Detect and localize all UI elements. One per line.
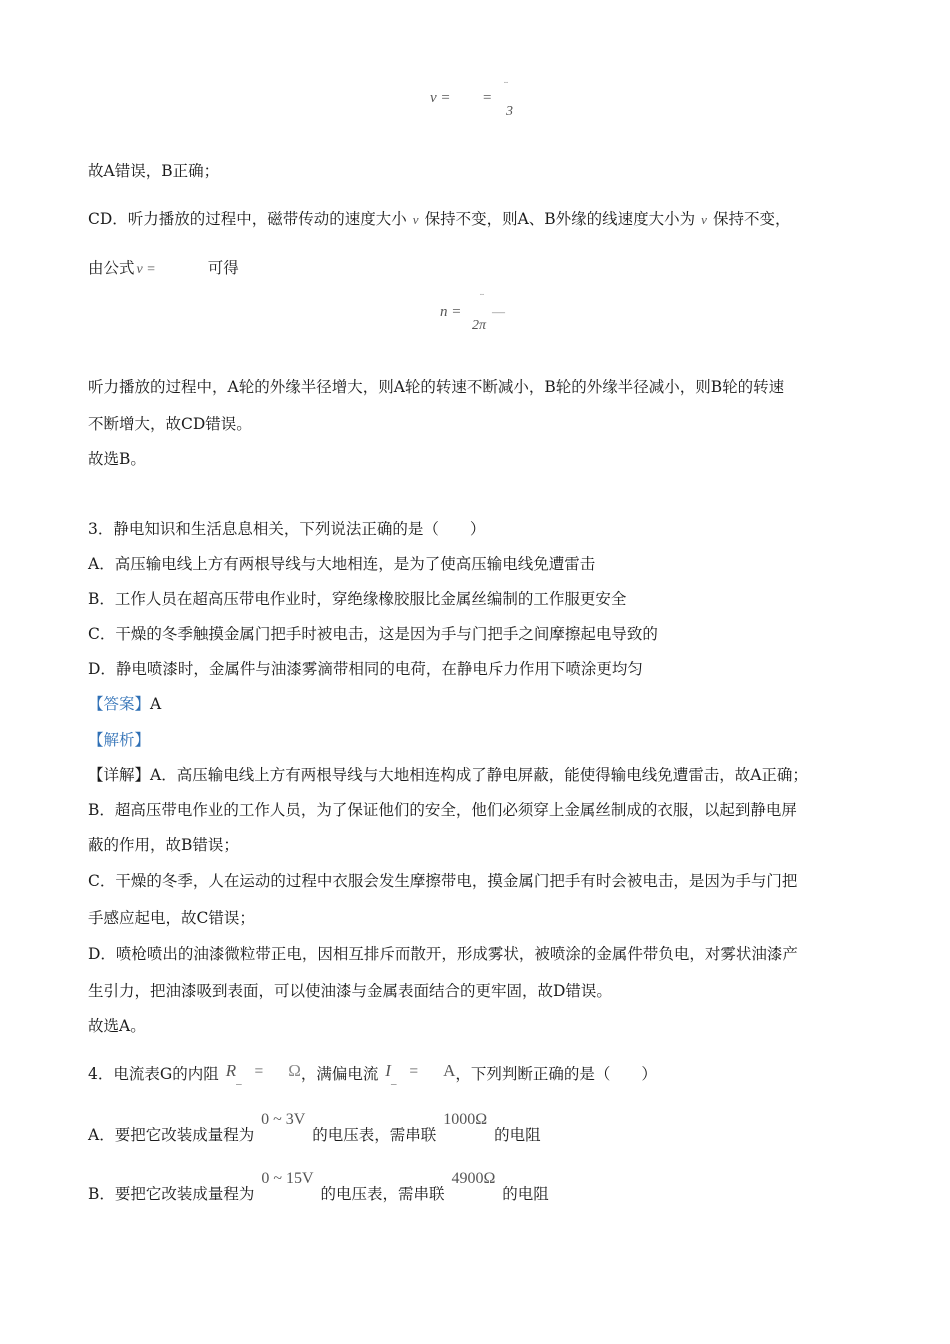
q4-option-a-pre: A．要把它改装成量程为 (88, 1126, 255, 1144)
q3-detail-5: 手感应起电，故C错误； (88, 909, 255, 927)
q4-stem-mid: ，满偏电流 (300, 1065, 379, 1083)
cd-line-2-post: 可得 (207, 259, 239, 277)
q3-detail-7: 生引力，把油漆吸到表面，可以使油漆与金属表面结合的更牢固，故D错误。 (88, 982, 612, 1000)
formula-v (430, 78, 550, 126)
q4-option-b-pre: B．要把它改装成量程为 (88, 1185, 255, 1203)
q4-option-a-range: 0 ~ 3V (261, 1111, 306, 1128)
q4-option-b-post: 的电阻 (502, 1185, 549, 1203)
r-subscript: _ (236, 1074, 242, 1086)
q3-option-c: C．干燥的冬季触摸金属门把手时被电击，这是因为手与门把手之间摩擦起电导致的 (88, 625, 658, 643)
answer-value: A (150, 695, 162, 713)
cd-line-1 (88, 208, 790, 231)
v-symbol: v (412, 212, 419, 227)
analysis-tag: 【解析】 (88, 731, 151, 749)
cd-line-1-mid: 保持不变，则A、B外缘的线速度大小为 (424, 210, 696, 228)
q3-option-a: A．高压输电线上方有两根导线与大地相连，是为了使高压输电线免遭雷击 (88, 555, 596, 573)
formula-n-bar: — (492, 304, 505, 319)
q3-answer (88, 693, 161, 715)
q3-stem: 3．静电知识和生活息息相关，下列说法正确的是（ ） (88, 520, 486, 538)
q3-detail-2: B．超高压带电作业的工作人员，为了保证他们的安全，他们必须穿上金属丝制成的衣服，以起到静电屏 (88, 801, 797, 819)
detail-text: A．高压输电线上方有两根导线与大地相连构成了静电屏蔽，能使得输电线免遭雷击，故A正确； (150, 766, 808, 784)
detail-tag: 【详解】 (88, 766, 151, 784)
q3-analysis (88, 729, 150, 751)
q4-option-a-mid: 的电压表，需串联 (312, 1126, 437, 1144)
q3-option-b: B．工作人员在超高压带电作业时，穿绝缘橡胶服比金属丝编制的工作服更安全 (88, 590, 627, 608)
q4-stem-pre: 4．电流表G的内阻 (88, 1065, 219, 1083)
q4-option-b-range: 0 ~ 15V (261, 1170, 314, 1187)
q3-detail-6: D．喷枪喷出的油漆微粒带正电，因相互排斥而散开，形成雾状，被喷涂的金属件带负电，对雾状油漆产 (88, 945, 798, 963)
formula-v-eq: = (483, 90, 492, 106)
formula-inline-v: v = (136, 262, 156, 277)
v-symbol: v (701, 212, 707, 227)
formula-n-numerator: ¨ (480, 290, 484, 304)
i-equals: = (409, 1063, 419, 1080)
i-subscript: _ (390, 1074, 397, 1086)
explain-line-2: 不断增大，故CD错误。 (88, 415, 252, 433)
q4-stem-post: ，下列判断正确的是（ ） (455, 1065, 657, 1083)
q4-option-a-resistance: 1000Ω (443, 1111, 488, 1128)
r-symbol: R (225, 1061, 237, 1080)
q4-option-a (88, 1108, 541, 1158)
formula-v-denominator: 3 (506, 104, 513, 119)
answer-tag: 【答案】 (88, 695, 151, 713)
q3-detail-4: C．干燥的冬季，人在运动的过程中衣服会发生摩擦带电，摸金属门把手有时会被电击，是因为手与门把 (88, 872, 798, 890)
q3-detail-1 (88, 764, 808, 786)
q4-stem (88, 1063, 657, 1089)
amp-unit: A (443, 1061, 456, 1080)
cd-line-1-post: 保持不变， (712, 210, 791, 228)
ohm-unit: Ω (288, 1061, 301, 1080)
conclusion-a-b: 故A错误，B正确； (88, 162, 220, 180)
r-equals: = (254, 1063, 264, 1080)
formula-v-numerator: ¨ (504, 78, 508, 92)
i-symbol: I (385, 1061, 391, 1080)
formula-v-lhs: v = (430, 90, 451, 106)
cd-line-2 (88, 257, 239, 281)
q4-option-b-mid: 的电压表，需串联 (320, 1185, 445, 1203)
formula-n-denominator: 2π (472, 318, 487, 333)
formula-n-lhs: n = (440, 304, 462, 320)
q4-option-b (88, 1167, 549, 1217)
q3-option-d: D．静电喷漆时，金属件与油漆雾滴带相同的电荷，在静电斥力作用下喷涂更均匀 (88, 660, 643, 678)
formula-n (440, 290, 560, 340)
choose-b: 故选B。 (88, 450, 146, 468)
explain-line-1: 听力播放的过程中，A轮的外缘半径增大，则A轮的转速不断减小，B轮的外缘半径减小，则B轮的转速 (88, 378, 785, 396)
q3-choose: 故选A。 (88, 1017, 146, 1035)
q4-option-b-resistance: 4900Ω (451, 1170, 496, 1187)
cd-line-1-pre: CD．听力播放的过程中，磁带传动的速度大小 (88, 210, 407, 228)
q4-option-a-post: 的电阻 (494, 1126, 541, 1144)
q3-detail-3: 蔽的作用，故B错误； (88, 836, 239, 854)
cd-line-2-pre: 由公式 (88, 259, 135, 277)
